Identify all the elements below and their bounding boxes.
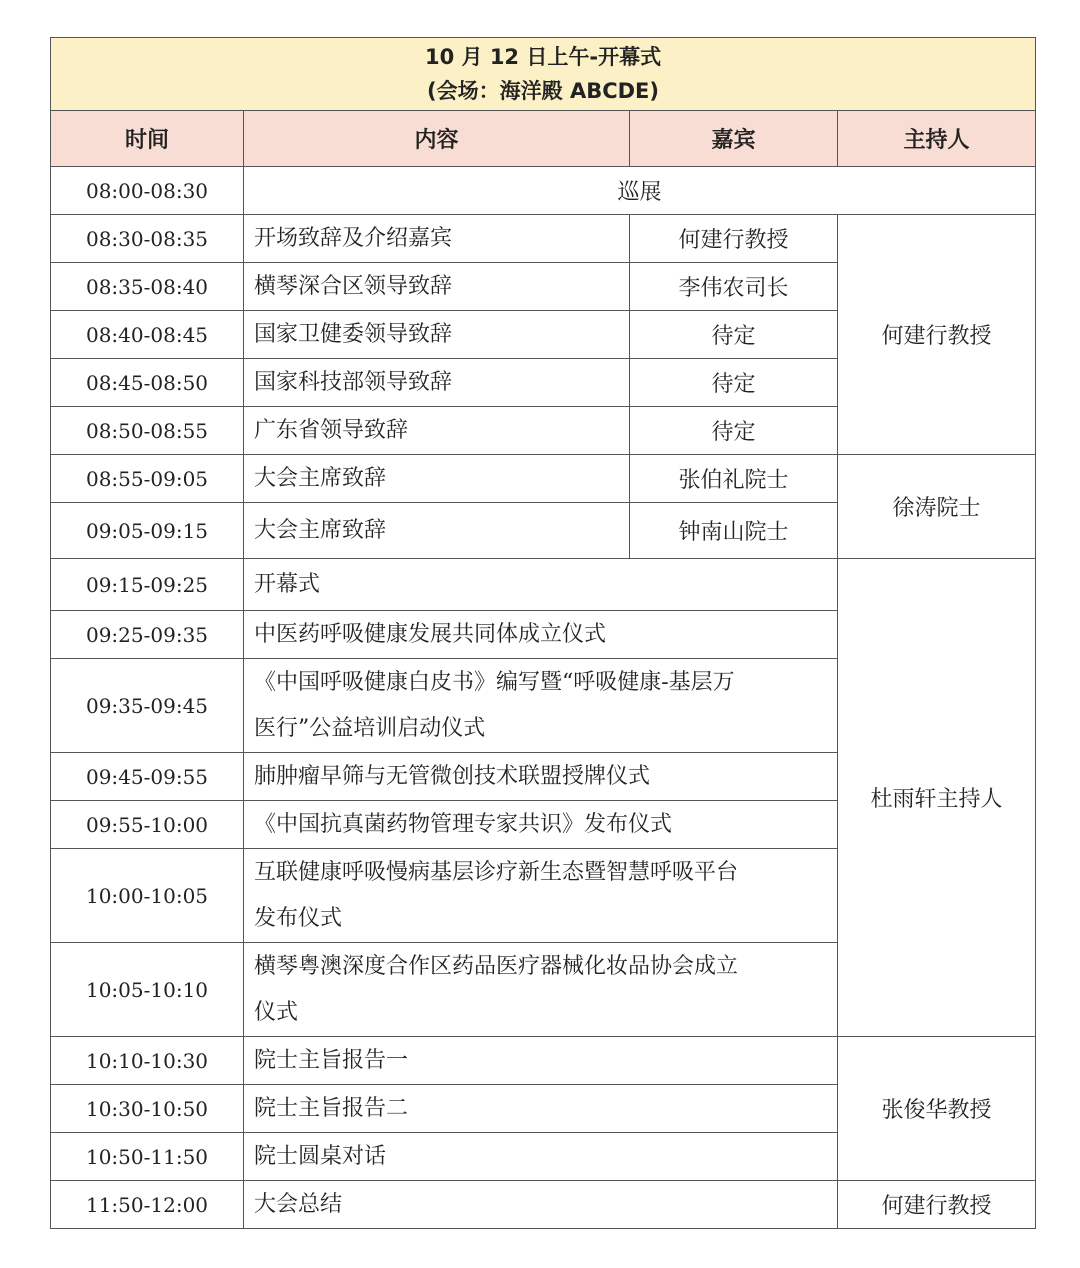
- content-cell: 中医药呼吸健康发展共同体成立仪式: [244, 611, 838, 659]
- time-cell: 09:05-09:15: [51, 503, 244, 559]
- content-cell: [244, 943, 838, 1037]
- table-row: [51, 1037, 1036, 1085]
- time-cell: 11:50-12:00: [51, 1181, 244, 1229]
- content-cell: 院士主旨报告二: [244, 1085, 838, 1133]
- time-cell: 08:45-08:50: [51, 359, 244, 407]
- time-cell: 08:30-08:35: [51, 215, 244, 263]
- table-row: [51, 215, 1036, 263]
- table-title: [51, 38, 1036, 111]
- content-line: 《中国呼吸健康白皮书》编写暨“呼吸健康-基层万: [254, 669, 735, 695]
- table-row: [51, 455, 1036, 503]
- host-cell: 何建行教授: [838, 1181, 1036, 1229]
- time-cell: 10:30-10:50: [51, 1085, 244, 1133]
- schedule-table: [50, 37, 1036, 1229]
- content-cell: 开幕式: [244, 559, 838, 611]
- time-cell: 08:40-08:45: [51, 311, 244, 359]
- content-cell: 国家卫健委领导致辞: [244, 311, 630, 359]
- content-cell: 肺肿瘤早筛与无管微创技术联盟授牌仪式: [244, 753, 838, 801]
- time-cell: 08:00-08:30: [51, 167, 244, 215]
- table-row: [51, 167, 1036, 215]
- guest-cell: 待定: [630, 359, 838, 407]
- title-line-2: (会场：海洋殿 ABCDE): [427, 79, 659, 103]
- time-cell: 08:35-08:40: [51, 263, 244, 311]
- time-cell: 10:10-10:30: [51, 1037, 244, 1085]
- content-line: 仪式: [254, 999, 299, 1025]
- time-cell: 09:35-09:45: [51, 659, 244, 753]
- guest-cell: 待定: [630, 407, 838, 455]
- header-time: 时间: [51, 111, 244, 167]
- table-row: [51, 1181, 1036, 1229]
- time-cell: 09:25-09:35: [51, 611, 244, 659]
- content-line: 互联健康呼吸慢病基层诊疗新生态暨智慧呼吸平台: [254, 859, 739, 885]
- time-cell: 09:55-10:00: [51, 801, 244, 849]
- time-cell: 09:45-09:55: [51, 753, 244, 801]
- guest-cell: 李伟农司长: [630, 263, 838, 311]
- content-cell: 《中国抗真菌药物管理专家共识》发布仪式: [244, 801, 838, 849]
- guest-cell: 钟南山院士: [630, 503, 838, 559]
- content-cell: 巡展: [244, 167, 1036, 215]
- content-line: 横琴粤澳深度合作区药品医疗器械化妆品协会成立: [254, 953, 739, 979]
- content-cell: 大会主席致辞: [244, 503, 630, 559]
- guest-cell: 张伯礼院士: [630, 455, 838, 503]
- table-row: [51, 559, 1036, 611]
- host-cell: 徐涛院士: [838, 455, 1036, 559]
- time-cell: 08:50-08:55: [51, 407, 244, 455]
- time-cell: 10:50-11:50: [51, 1133, 244, 1181]
- content-line: 医行”公益培训启动仪式: [254, 715, 486, 741]
- content-cell: 大会主席致辞: [244, 455, 630, 503]
- host-cell: 张俊华教授: [838, 1037, 1036, 1181]
- content-cell: 国家科技部领导致辞: [244, 359, 630, 407]
- guest-cell: 何建行教授: [630, 215, 838, 263]
- title-line-1: 10 月 12 日上午-开幕式: [424, 45, 662, 69]
- header-content: 内容: [244, 111, 630, 167]
- content-cell: [244, 659, 838, 753]
- content-cell: 院士主旨报告一: [244, 1037, 838, 1085]
- header-host: 主持人: [838, 111, 1036, 167]
- content-cell: 广东省领导致辞: [244, 407, 630, 455]
- time-cell: 10:00-10:05: [51, 849, 244, 943]
- content-cell: 开场致辞及介绍嘉宾: [244, 215, 630, 263]
- content-cell: 院士圆桌对话: [244, 1133, 838, 1181]
- time-cell: 10:05-10:10: [51, 943, 244, 1037]
- content-cell: [244, 849, 838, 943]
- host-cell: 杜雨轩主持人: [838, 559, 1036, 1037]
- time-cell: 08:55-09:05: [51, 455, 244, 503]
- guest-cell: 待定: [630, 311, 838, 359]
- header-guest: 嘉宾: [630, 111, 838, 167]
- content-line: 发布仪式: [254, 905, 343, 931]
- time-cell: 09:15-09:25: [51, 559, 244, 611]
- content-cell: 大会总结: [244, 1181, 838, 1229]
- host-cell: 何建行教授: [838, 215, 1036, 455]
- content-cell: 横琴深合区领导致辞: [244, 263, 630, 311]
